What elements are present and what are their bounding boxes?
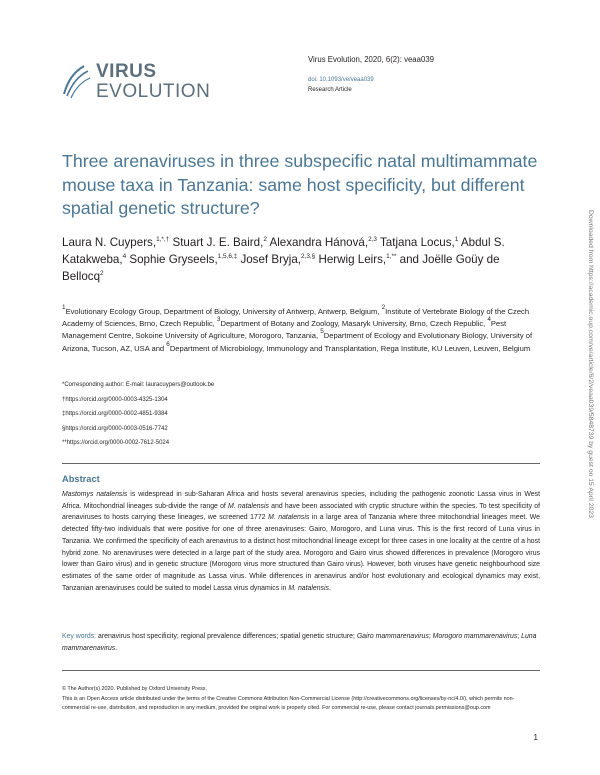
affiliation-number: 5 [320, 328, 324, 336]
abstract-text [62, 489, 540, 594]
author-note: *Corresponding author: E-mail: lauracuypers@outlook.be [62, 382, 215, 388]
affiliation-text: Department of Ecology and Evolutionary Biology, University of Arizona, Tucson, AZ, USA and [62, 331, 533, 353]
author-note: ‡https://orcid.org/0000-0002-4851-9384 [62, 411, 168, 417]
author-note: §https://orcid.org/0000-0003-0516-7742 [62, 425, 168, 432]
affiliations [62, 306, 540, 355]
keyword-segment: Morogoro mammarenavirus [432, 633, 518, 640]
page-number: 1 [533, 733, 538, 742]
divider-top [62, 463, 540, 464]
affiliation-number: 1 [62, 304, 66, 311]
abstract-segment: Mastomys natalensis [62, 491, 128, 498]
journal-info [308, 55, 538, 95]
author-name: Tatjana Locus, [376, 236, 455, 249]
keyword-segment: Luna mammarenavirus [62, 633, 537, 652]
journal-logo [62, 62, 262, 104]
author-affiliation-mark: 2,3,§ [301, 253, 316, 260]
license-text: This is an Open Access article distributed under the terms of the Creative Commons Attribution Non-Commercial License (http://creativecommons.org/licenses/by-nc/4.0/), which permits non-commercial re-use, distribution, and reproduction in any medium, provided the original work is properly cited. For commercial re-use, please contact journals.permissions@oup.com [62, 695, 515, 711]
copyright-footer [62, 685, 540, 714]
author-affiliation-mark: 1,** [386, 253, 397, 260]
keywords-label: Key words: [62, 633, 97, 640]
abstract-segment: is widespread in sub-Saharan Africa and hosts several arenavirus species, including the pathogenic zoonotic Lassa virus in West Africa. Mitochondrial lineages sub-divide the range of [62, 491, 540, 510]
keyword-segment: Gairo mammarenavirus [356, 633, 429, 640]
abstract-heading: Abstract [62, 474, 100, 484]
author-affiliation-mark: 2 [263, 236, 267, 243]
affiliation-number: 6 [166, 340, 170, 348]
author-affiliation-mark: 1,*,† [156, 236, 170, 243]
author-name: Alexandra Hánová, [266, 236, 369, 249]
author-affiliation-mark: 4 [122, 253, 127, 260]
article-title: Three arenaviruses in three subspecific natal multimammate mouse taxa in Tanzania: same host specificity, but different spatial genetic structure? [62, 151, 538, 218]
abstract-segment: in a large area of Tanzania where three mitochondrial lineages meet. We detected fifty-two individuals that were positive for one of three arenaviruses: Gairo, Morogoro, and Luna virus. This is the first record of Luna virus in Tanzania. We confirmed the specificity of each arenavirus to a distinct host mitochondrial lineage except for three cases in one locality at the centre of a host hybrid zone. No arenaviruses were detected in a large part of the study area. Morogoro and Gairo virus showed differences in prevalence (Morogoro virus lower than Gairo virus) and in genetic structure (Morogoro virus more structured than Gairo virus). However, both viruses have genetic neighbourhood size estimates of the same order of magnitude as Lassa virus. While differences in arenavirus and/or host evolutionary and ecological dynamics may exist, Tanzanian arenaviruses could be suited to model Lassa virus dynamics in [62, 514, 540, 592]
virus-logo-icon [62, 62, 92, 102]
citation: Virus Evolution, 2020, 6(2): veaa039 [308, 55, 434, 64]
author-name: Laura N. Cuypers, [62, 236, 157, 249]
author-name: and Joëlle Goüy de Bellocq [62, 253, 500, 283]
author-note: **https://orcid.org/0000-0002-7612-5024 [62, 440, 170, 446]
affiliation-number: 2 [381, 304, 386, 311]
doi-link[interactable]: doi: 10.1093/ve/veaa039 [308, 77, 374, 83]
affiliation-text: Department of Microbiology, Immunology and Transplantation, Rega Institute, KU Leuven, Leuven, Belgium [169, 343, 531, 353]
affiliation-text: Evolutionary Ecology Group, Department of Biology, University of Antwerp, Antwerp, Belgium, [65, 307, 382, 316]
author-name: Abdul S. Katakweba, [62, 236, 505, 266]
keyword-segment: ; [428, 633, 433, 640]
keyword-segment: ; [517, 633, 522, 640]
author-notes [62, 378, 540, 451]
keyword-segment: arenavirus host specificity; regional prevalence differences; spatial genetic structure; [96, 633, 357, 640]
author-affiliation-mark: 1 [454, 236, 459, 243]
author-name: Sophie Gryseels, [126, 253, 218, 266]
author-affiliation-mark: 2 [100, 270, 104, 277]
download-note: Downloaded from https://academic.oup.com/ve/article/6/2/veaa039/5848739 by guest on 15 April 2023 [587, 210, 594, 518]
author-affiliation-mark: 2,3 [368, 236, 377, 243]
author-name: Stuart J. E. Baird, [169, 236, 264, 249]
affiliation-text: Department of Botany and Zoology, Masaryk University, Brno, Czech Republic, [220, 319, 488, 329]
article-type: Research Article [308, 87, 352, 93]
abstract-segment: . [328, 584, 331, 592]
copyright-line: © The Author(s) 2020. Published by Oxford University Press. [62, 686, 207, 692]
author-name: Josef Bryja, [237, 253, 302, 266]
affiliation-number: 4 [487, 316, 491, 324]
affiliation-number: 3 [216, 316, 221, 324]
keywords [62, 631, 540, 654]
logo-line-1: VIRUS [96, 61, 157, 82]
affiliation-text: Pest Management Centre, Sokoine University of Agriculture, Morogoro, Tanzania, [62, 319, 507, 341]
author-note: †https://orcid.org/0000-0003-4325-1304 [62, 396, 168, 403]
divider-bottom [62, 670, 540, 671]
affiliation-text: Institute of Vertebrate Biology of the Czech Academy of Sciences, Brno, Czech Republic, [62, 307, 530, 329]
author-list [62, 234, 540, 285]
abstract-segment: M. natalensis [228, 502, 269, 510]
keyword-segment: . [115, 644, 118, 652]
abstract-segment: M. natalensis [268, 514, 310, 522]
download-note-margin [585, 210, 594, 580]
abstract-segment: M. natalensis [288, 584, 329, 592]
author-name: Herwig Leirs, [315, 253, 387, 266]
logo-line-2: EVOLUTION [96, 81, 211, 102]
author-affiliation-mark: 1,5,6,‡ [217, 253, 238, 260]
abstract-segment: and have been associated with cryptic structure within the species. To test specificity of arenaviruses to hosts carrying these lineages, we screened 1772 [62, 502, 540, 522]
